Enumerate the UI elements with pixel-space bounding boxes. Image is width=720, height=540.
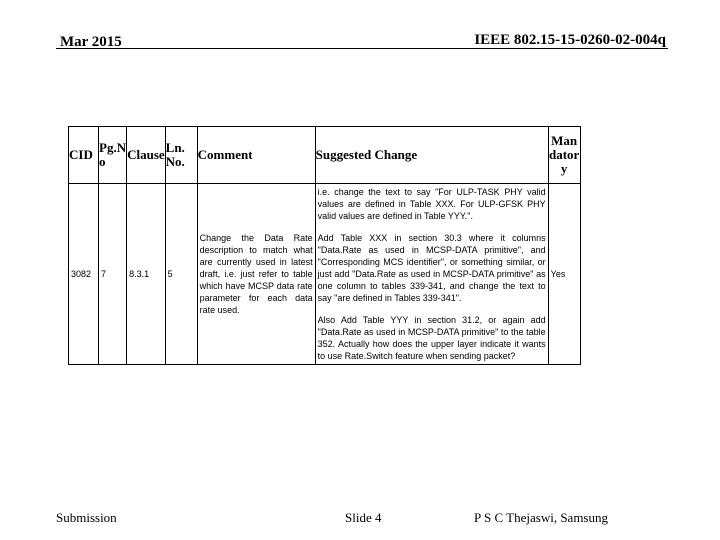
col-header-page: Pg.N o: [99, 127, 127, 184]
comment-table: [68, 126, 581, 365]
footer-slide-number: Slide 4: [345, 510, 382, 525]
cell-clause: 8.3.1: [127, 184, 166, 365]
suggested-paragraph-2: Add Table XXX in section 30.3 where it columns "Data.Rate as used in MCSP-DATA primitive", and "Corresponding MCS identifier", or something similar, or just add "Data.Rate as used in MCSP-DATA primitive" as one column to tables 339-341, and change the text to say "are defined in Tables 339-341".: [317, 233, 546, 303]
col-header-suggested: Suggested Change: [315, 127, 548, 184]
suggested-paragraph-3: Also Add Table YYY in section 31.2, or again add "Data.Rate as used in MCSP-DATA primitive" to the table 352. Actually how does the upper layer indicate it wants to use Rate.Switch feature when sending packet?: [317, 315, 546, 361]
table-row: [69, 184, 581, 365]
cell-suggested: [315, 184, 548, 365]
header-doc-id: IEEE 802.15-15-0260-02-004q: [474, 32, 666, 48]
cell-cid: 3082: [69, 184, 99, 365]
cell-page: 7: [99, 184, 127, 365]
col-header-mandatory: Man dator y: [548, 127, 580, 184]
col-header-comment: Comment: [197, 127, 315, 184]
cell-comment: [197, 184, 315, 365]
footer-submission: Submission: [56, 510, 117, 525]
col-header-clause: Clause: [127, 127, 166, 184]
table-header-row: [69, 127, 581, 184]
col-header-cid: CID: [69, 127, 99, 184]
suggested-paragraph-1: i.e. change the text to say "For ULP-TASK PHY valid values are defined in Table XXX. For ULP-GFSK PHY valid values are defined in Table YYY.".: [317, 187, 546, 221]
comment-text: Change the Data Rate description to match what are currently used in latest draft, i.e. just refer to table which have MCSP data rate parameter for each data rate used.: [199, 233, 313, 315]
header-rule: [56, 48, 668, 49]
cell-line: 5: [165, 184, 197, 365]
col-header-line: Ln. No.: [165, 127, 197, 184]
header-date: Mar 2015: [60, 34, 122, 50]
footer-author: P S C Thejaswi, Samsung: [474, 510, 608, 525]
cell-mandatory: Yes: [548, 184, 580, 365]
